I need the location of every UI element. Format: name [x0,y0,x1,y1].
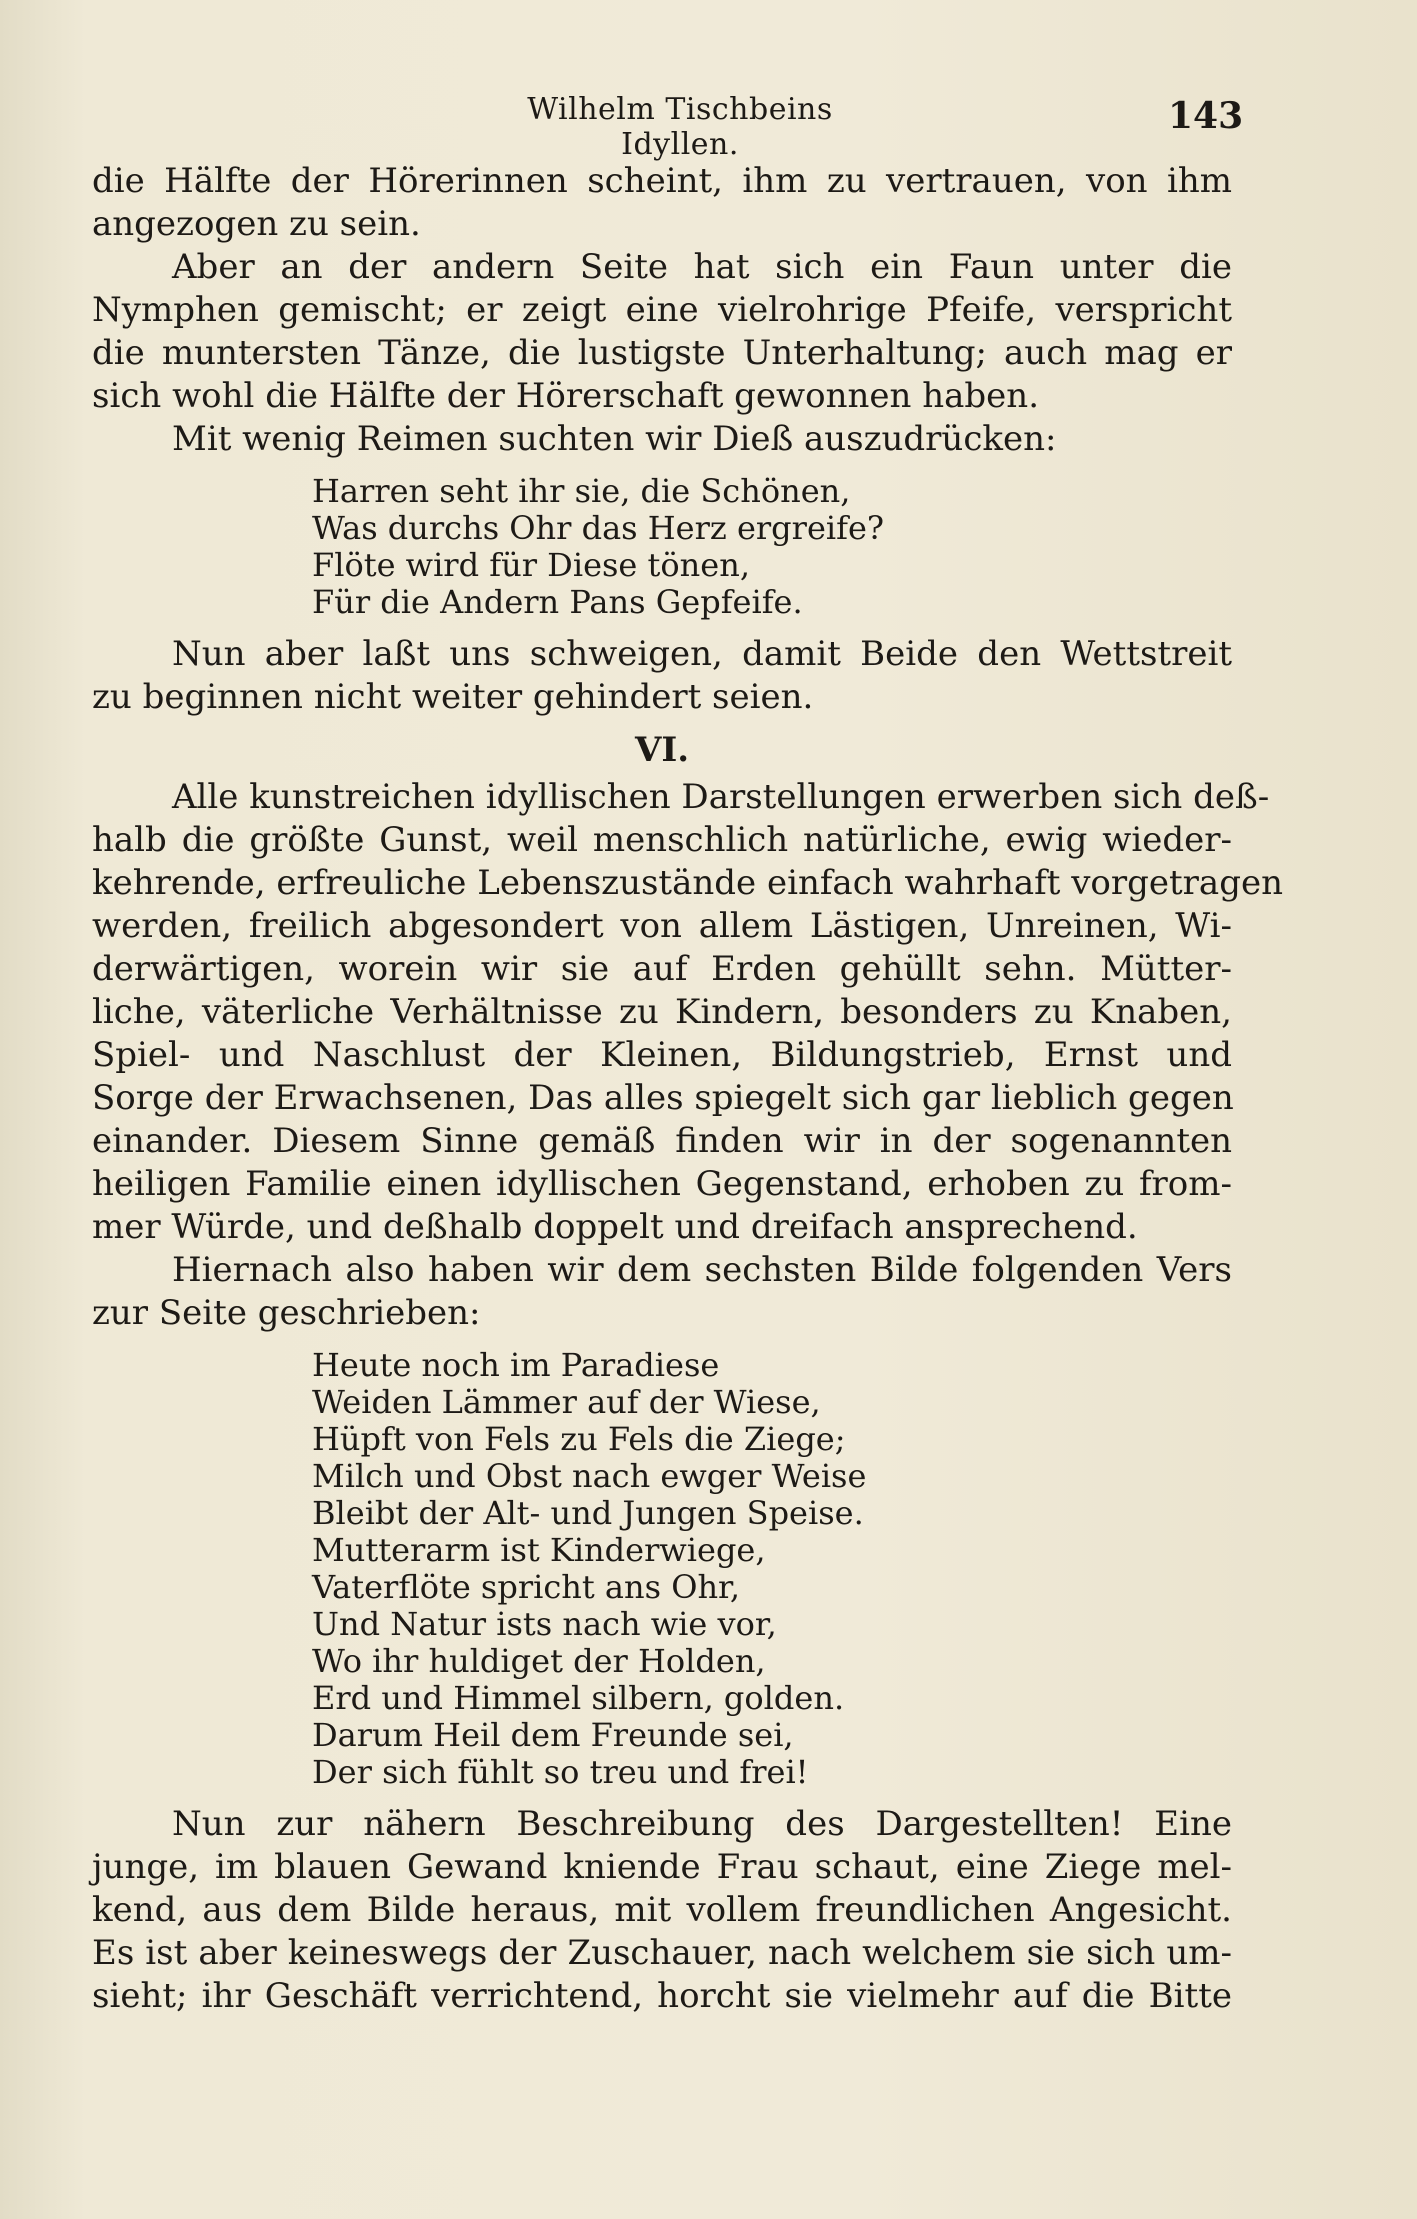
verse-line: Der sich fühlt so treu und frei! [312,1753,809,1791]
running-title: Wilhelm Tischbeins Idyllen. [527,92,833,162]
verse-line: Vaterflöte spricht ans Ohr, [312,1568,740,1606]
text-line: zur Seite geschrieben: [92,1293,481,1333]
text-line: angezogen zu sein. [92,204,421,244]
verse-line: Was durchs Ohr das Herz ergreife? [312,509,885,547]
text-line: Sorge der Erwachsenen, Das alles spiegelt sich gar lieblich gegen [92,1078,1234,1118]
paragraph-3 [92,418,1232,461]
section-heading: VI. [634,730,690,770]
paragraph-7 [92,1803,1232,2018]
text-line: die muntersten Tänze, die lustigste Unterhaltung; auch mag er [92,333,1232,373]
text-line: Nun aber laßt uns schweigen, damit Beide den Wettstreit [172,634,1232,674]
verse-line: Weiden Lämmer auf der Wiese, [312,1383,821,1421]
verse-line: Flöte wird für Diese tönen, [312,546,750,584]
verse-line: Erd und Himmel silbern, golden. [312,1679,845,1717]
text-line: Hiernach also haben wir dem sechsten Bilde folgenden Vers [172,1250,1232,1290]
text-line: werden, freilich abgesondert von allem Lästigen, Unreinen, Wi- [92,906,1232,946]
text-line: zu beginnen nicht weiter gehindert seien. [92,677,814,717]
text-line: halb die größte Gunst, weil menschlich natürliche, ewig wieder- [92,820,1232,860]
text-line: kehrende, erfreuliche Lebenszustände einfach wahrhaft vorgetragen [92,863,1283,903]
verse-line: Mutterarm ist Kinderwiege, [312,1531,766,1569]
verse-line: Hüpft von Fels zu Fels die Ziege; [312,1420,846,1458]
text-line: kend, aus dem Bilde heraus, mit vollem freundlichen Angesicht. [92,1890,1232,1930]
text-line: heiligen Familie einen idyllischen Gegenstand, erhoben zu from- [92,1164,1232,1204]
verse-line: Und Natur ists nach wie vor, [312,1605,777,1643]
paragraph-4 [92,633,1232,719]
verse-line: Bleibt der Alt- und Jungen Speise. [312,1494,864,1532]
text-line: Nun zur nähern Beschreibung des Dargestellten! Eine [172,1804,1232,1844]
text-line: sich wohl die Hälfte der Hörerschaft gewonnen haben. [92,376,1040,416]
body-text [92,160,1283,2018]
text-line: Nymphen gemischt; er zeigt eine vielrohrige Pfeife, verspricht [92,290,1232,330]
text-line: Mit wenig Reimen suchten wir Dieß auszudrücken: [172,419,1057,459]
text-line: derwärtigen, worein wir sie auf Erden gehüllt sehn. Mütter- [92,949,1232,989]
paragraph-5 [92,776,1283,1249]
paragraph-1 [92,160,1232,246]
text-line: einander. Diesem Sinne gemäß finden wir in der sogenannten [92,1121,1232,1161]
verse-line: Für die Andern Pans Gepfeife. [312,583,803,621]
verse-line: Heute noch im Paradiese [312,1346,720,1384]
text-line: junge, im blauen Gewand kniende Frau schaut, eine Ziege mel- [92,1847,1232,1887]
text-line: mer Würde, und deßhalb doppelt und dreifach ansprechend. [92,1207,1138,1247]
text-line: liche, väterliche Verhältnisse zu Kindern, besonders zu Knaben, [92,992,1232,1032]
page-number: 143 [1168,95,1244,137]
text-line: Alle kunstreichen idyllischen Darstellungen erwerben sich deß- [172,777,1270,817]
verse-line: Wo ihr huldiget der Holden, [312,1642,766,1680]
text-line: die Hälfte der Hörerinnen scheint, ihm zu vertrauen, von ihm [92,161,1232,201]
text-line: Aber an der andern Seite hat sich ein Faun unter die [172,247,1232,287]
verse-2 [92,1347,1232,1791]
verse-line: Darum Heil dem Freunde sei, [312,1716,794,1754]
text-line: Es ist aber keineswegs der Zuschauer, nach welchem sie sich um- [92,1933,1232,1973]
paragraph-2 [92,246,1232,418]
verse-line: Harren seht ihr sie, die Schönen, [312,472,851,510]
text-line: sieht; ihr Geschäft verrichtend, horcht sie vielmehr auf die Bitte [92,1976,1232,2016]
verse-line: Milch und Obst nach ewger Weise [312,1457,867,1495]
paragraph-6 [92,1249,1232,1335]
verse-1 [92,473,1232,621]
text-line: Spiel- und Naschlust der Kleinen, Bildungstrieb, Ernst und [92,1035,1232,1075]
